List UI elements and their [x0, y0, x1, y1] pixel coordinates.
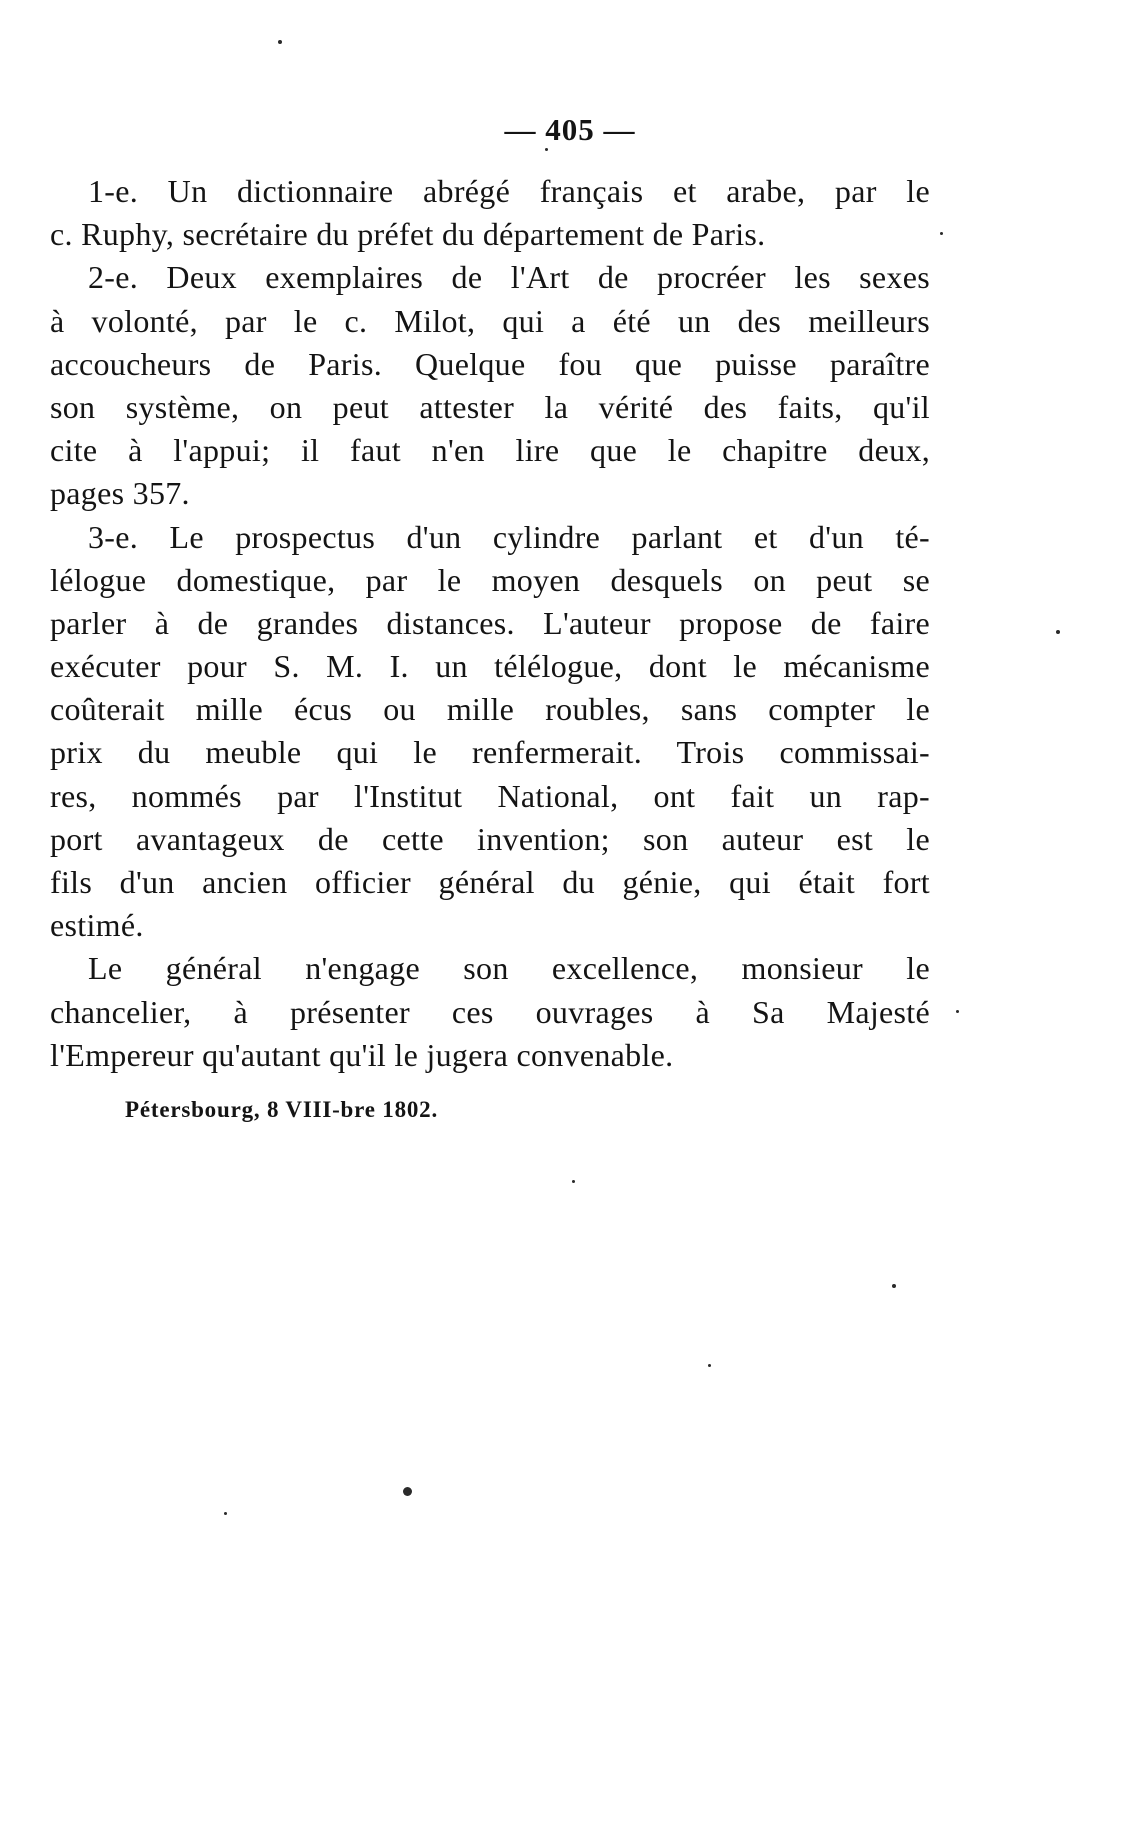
scan-speck — [545, 148, 548, 151]
paragraph-item-1 — [50, 170, 930, 256]
scan-speck — [278, 40, 282, 44]
scan-speck — [940, 232, 943, 235]
text-line: 1-e. Un dictionnaire abrégé français et arabe, par le — [88, 173, 930, 209]
text-line: port avantageux de cette invention; son auteur est le — [50, 820, 930, 857]
text-line: exécuter pour S. M. I. un télélogue, dont le mécanisme — [50, 648, 930, 685]
text-line: pages 357. — [50, 475, 190, 512]
body-text — [50, 170, 930, 1077]
text-line: Le général n'engage son excellence, monsieur le — [88, 950, 930, 987]
scan-speck — [403, 1487, 412, 1496]
scan-speck — [224, 1512, 227, 1515]
text-line: parler à de grandes distances. L'auteur propose de faire — [50, 604, 930, 641]
text-line: 2-e. Deux exemplaires de l'Art de procréer les sexes — [88, 259, 930, 296]
text-line: à volonté, par le c. Milot, qui a été un des meilleurs — [50, 302, 930, 339]
text-line: 3-e. Le prospectus d'un cylindre parlant et d'un té- — [88, 518, 930, 555]
text-line: accoucheurs de Paris. Quelque fou que puisse paraître — [50, 345, 930, 382]
text-line: lélogue domestique, par le moyen desquels on peut se — [50, 561, 930, 598]
scan-speck — [956, 1010, 959, 1013]
text-line: chancelier, à présenter ces ouvrages à Sa Majesté — [50, 993, 930, 1030]
page-number: — 405 — — [504, 112, 636, 147]
text-line: l'Empereur qu'autant qu'il le jugera convenable. — [50, 1036, 674, 1073]
text-line: coûterait mille écus ou mille roubles, sans compter le — [50, 691, 930, 728]
scan-speck — [708, 1364, 711, 1367]
text-line: prix du meuble qui le renfermerait. Trois commissai- — [50, 734, 930, 771]
signoff-dateline: Pétersbourg, 8 VIII-bre 1802. — [125, 1097, 439, 1122]
text-line: c. Ruphy, secrétaire du préfet du département de Paris. — [50, 216, 766, 253]
scan-speck — [572, 1180, 575, 1183]
text-line: estimé. — [50, 907, 144, 944]
scan-speck — [892, 1284, 896, 1288]
text-line: res, nommés par l'Institut National, ont fait un rap- — [50, 777, 930, 814]
text-line: son système, on peut attester la vérité des faits, qu'il — [50, 388, 930, 425]
paragraph-item-4 — [50, 947, 930, 1077]
text-line: fils d'un ancien officier général du génie, qui était fort — [50, 864, 930, 900]
paragraph-item-2 — [50, 256, 930, 515]
paragraph-item-3 — [50, 516, 930, 948]
scan-speck — [1056, 630, 1060, 634]
text-line: cite à l'appui; il faut n'en lire que le chapitre deux, — [50, 432, 930, 469]
